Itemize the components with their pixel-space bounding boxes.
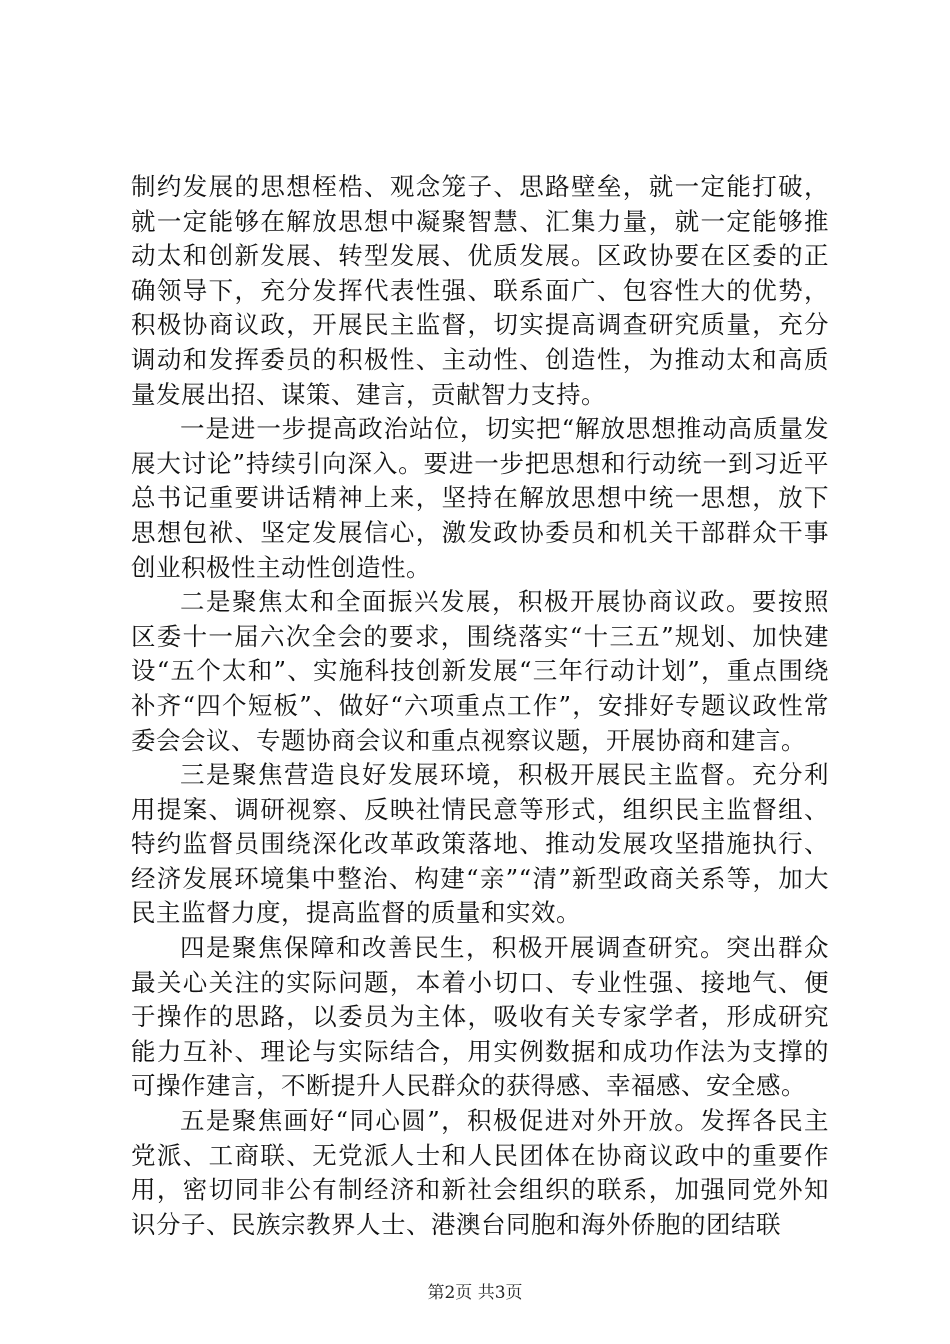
paragraph-point-4: 四是聚焦保障和改善民生，积极开展调查研究。突出群众最关心关注的实际问题，本着小切口、专业性强、接地气、便于操作的思路，以委员为主体，吸收有关专家学者，形成研究能力互补、理论与实际结合，用实例数据和成功作法为支撑的可操作建言，不断提升人民群众的获得感、幸福感、安全感。 [131, 933, 829, 1101]
paragraph-continuation: 制约发展的思想桎梏、观念笼子、思路壁垒，就一定能打破，就一定能够在解放思想中凝聚智慧、汇集力量，就一定能够推动太和创新发展、转型发展、优质发展。区政协要在区委的正确领导下，充分发挥代表性强、联系面广、包容性大的优势，积极协商议政，开展民主监督，切实提高调查研究质量，充分调动和发挥委员的积极性、主动性、创造性，为推动太和高质量发展出招、谋策、建言，贡献智力支持。 [131, 172, 829, 409]
paragraph-point-2: 二是聚焦太和全面振兴发展，积极开展协商议政。要按照区委十一届六次全会的要求，围绕落实“十三五”规划、加快建设“五个太和”、实施科技创新发展“三年行动计划”，重点围绕补齐“四个短板”、做好“六项重点工作”，安排好专题议政性常委会会议、专题协商会议和重点视察议题，开展协商和建言。 [131, 587, 829, 755]
paragraph-point-3: 三是聚焦营造良好发展环境，积极开展民主监督。充分利用提案、调研视察、反映社情民意等形式，组织民主监督组、特约监督员围绕深化改革政策落地、推动发展攻坚措施执行、经济发展环境集中整治、构建“亲”“清”新型政商关系等，加大民主监督力度，提高监督的质量和实效。 [131, 760, 829, 928]
page-number-label: 第2页 共3页 [427, 1283, 523, 1303]
paragraph-point-5: 五是聚焦画好“同心圆”，积极促进对外开放。发挥各民主党派、工商联、无党派人士和人民团体在协商议政中的重要作用，密切同非公有制经济和新社会组织的联系，加强同党外知识分子、民族宗教界人士、港澳台同胞和海外侨胞的团结联 [131, 1106, 829, 1239]
document-body [131, 170, 829, 1242]
page-footer [0, 1278, 950, 1303]
paragraph-point-1: 一是进一步提高政治站位，切实把“解放思想推动高质量发展大讨论”持续引向深入。要进一步把思想和行动统一到习近平总书记重要讲话精神上来，坚持在解放思想中统一思想，放下思想包袱、坚定发展信心，激发政协委员和机关干部群众干事创业积极性主动性创造性。 [131, 414, 829, 582]
